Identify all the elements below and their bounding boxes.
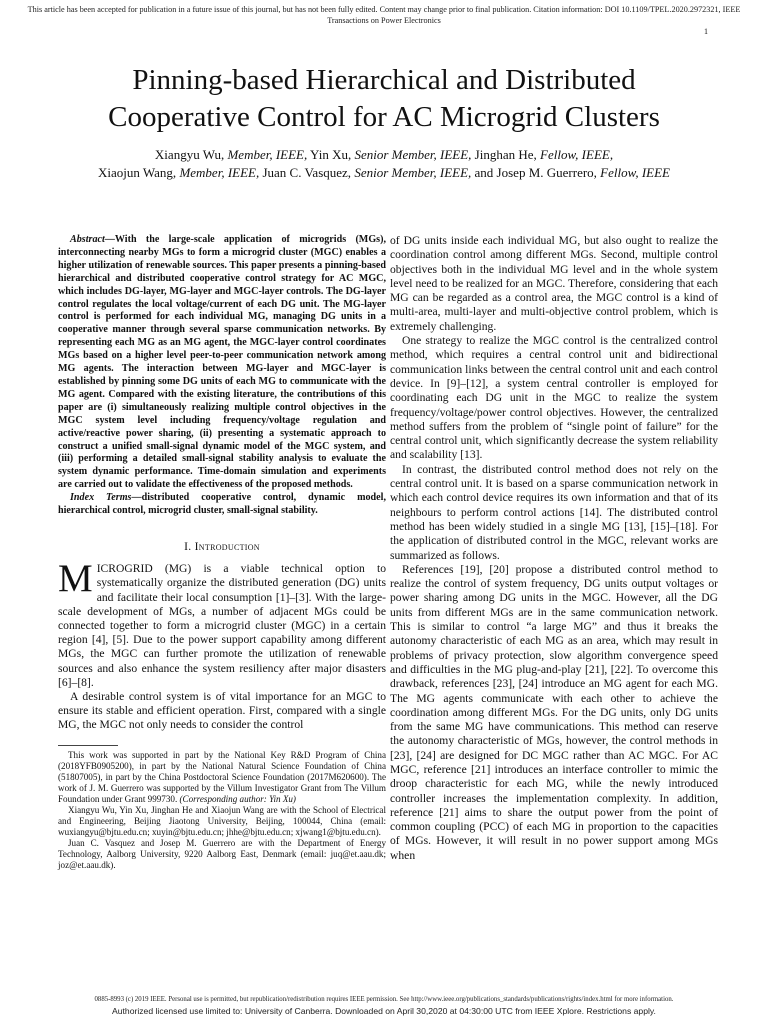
author-name: Jinghan He,: [474, 147, 537, 162]
author-line-2: [30, 164, 738, 182]
title-line-2: Cooperative Control for AC Microgrid Clusters: [108, 101, 660, 133]
footnote-divider: [58, 745, 118, 746]
header-citation-line: This article has been accepted for publication in a future issue of this journal, but has not been fully edited. Content may change prior to final publication. Citation information: DOI 10.1109/TPEL.2020.2972321, IEEE: [27, 5, 741, 14]
abstract-lead: Abstract: [70, 234, 105, 245]
index-terms-text: —distributed cooperative control, dynamic model, hierarchical control, microgrid cluster, small-signal stability.: [58, 492, 386, 517]
copyright-footer: 0885-8993 (c) 2019 IEEE. Personal use is permitted, but republication/redistribution requires IEEE permission. See http://www.ieee.org/publications_standards/publications/rights/index.html for more information.: [94, 996, 674, 1003]
license-footer: Authorized licensed use limited to: University of Canberra. Downloaded on April 30,2020 at 04:30:00 UTC from IEEE Xplore. Restrictions apply.: [112, 1006, 656, 1016]
author-role: Senior Member, IEEE,: [354, 165, 472, 180]
footnote-funding: [58, 750, 386, 805]
title-line-1: Pinning-based Hierarchical and Distributed: [132, 64, 636, 96]
index-terms-lead: Index Terms: [70, 492, 132, 504]
author-role: Fellow, IEEE,: [540, 147, 614, 162]
author-name: Xiangyu Wu,: [154, 147, 225, 162]
corresponding-author: (Corresponding author: Yin Xu): [179, 793, 296, 804]
author-line-1: [30, 146, 738, 164]
journal-header: [20, 4, 748, 26]
footnote-funding-text: This work was supported in part by the National Key R&D Program of China (2018YFB0905200), in part by the National Natural Science Foundation of China (51807005), in part by the China Postdoctoral Science Foundation (2017M620600). The work of J. M. Guerrero was supported by the Villum Investigator Grant from The Villum Foundation under Grant 999730.: [58, 749, 386, 804]
footnotes: [58, 750, 386, 871]
author-role: Fellow, IEEE: [600, 165, 670, 180]
intro-paragraph-1-text: ICROGRID (MG) is a viable technical option to systematically organize the distributed generation (DG) units and facilitate their local consumption [1]–[3]. With the large-scale development of MGs, a number of adjacent MGs could be connected together to form a microgrid cluster (MGC) in a certain region [4], [5]. Due to the power support capability among different MGs, the MGC can further promote the utilization of renewable sources and also enhance the system resiliency after major disasters [6]–[8].: [58, 562, 386, 689]
body-paragraph-references: References [19], [20] propose a distributed control method to realize the control of system frequency, DG units output voltages or power sharing among DG units in the MGC. However, all the DG units from different MGs are in the same communication network. This is similar to control “a large MG” and thus it breaks the autonomy characteristic of each MG as an area, which may result in problems of privacy protection, slow algorithm convergence speed and difficulties in the MG plug-and-play [21], [22]. To overcome this drawback, references [23], [24] introduce an MG agent for each MG. The MG agents communicate with each other to achieve the coordination among different MGs. For the DG units, only DG units from the same MG have communications. This method can reserve the autonomy characteristic of MGs, however, the control methods in [23], [24] are designed for DC MGC rather than AC MGC. For AC MGC, reference [21] introduces an interface controller to mimic the droop characteristic for each MG, while the newly introduced controller increases the implementation complexity. In addition, reference [21] aims to share the output power from the point of common coupling (PCC) of each MG in proportion to the capacities of MGs. However, it will result in no power support among MGs when: [390, 562, 718, 862]
abstract-text: —With the large-scale application of microgrids (MGs), interconnecting nearby MGs to form a microgrid cluster (MGC) enables a higher utilization of renewable sources. This paper presents a pinning-based hierarchical and distributed cooperative control strategy for AC MGC, which includes DG-layer, MG-layer and MGC-layer controls. The DG-layer control regulates the local voltage/current of each DG unit. The MG-layer control is performed for each individual MG, managing DG units in a cooperative manner through several sparse communication networks. By representing each MG as an MG agent, the MGC-layer control coordinates MGs based on a higher level peer-to-peer communication network among MG agents. The interaction between MG-layer and MGC-layer is established by pinning some DG units of each MG to communicate with the MG agent. Compared with the existing literature, the contributions of this paper are (i) simultaneously realizing multiple control objectives in the MGC system level including frequency/voltage regulation and active/reactive power sharing, (ii) presenting a systematic approach to construct a unified small-signal dynamic model of the MGC system, and (iii) performing a detailed small-signal stability analysis to evaluate the system dynamic performance. Time-domain simulation and experiments are carried out to validate the effectiveness of the proposed methods.: [58, 234, 386, 491]
body-paragraph-continued: of DG units inside each individual MG, but also ought to realize the coordination control among different MGs. Second, multiple control objectives both in the individual MG level and in the whole system level need to be realized for an MGC. Therefore, considering that each MG can be regarded as a control area, the MGC control is a kind of multi-area, multi-layer and multi-objective control problem, which is extremely challenging.: [390, 234, 718, 333]
abstract: [58, 234, 386, 492]
author-role: Member, IEEE,: [179, 165, 260, 180]
paper-title: [30, 62, 738, 136]
author-name: and Josep M. Guerrero,: [474, 165, 597, 180]
body-paragraph-centralized: One strategy to realize the MGC control is the centralized control method, which requires a central control unit and bidirectional communication links between the central control unit and each control device. In [9]–[12], a system central controller is employed for coordinating each DG unit in the MGC to realize the system frequency/voltage/power control objectives. However, the centralized method suffers from the problem of “single point of failure” for the central control unit, which significantly decrease the system reliability and scalability [13].: [390, 334, 718, 462]
drop-cap: M: [58, 557, 93, 601]
body-paragraph-distributed: In contrast, the distributed control method does not rely on the central control unit. It is based on a sparse communication network in which each control device requires its own information and that of its neighbours to perform control actions [14]. The distributed control method has been widely studied in a single MG [13], [15]–[18]. For the application of distributed control in the MGC, relevant works are summarized as follows.: [390, 462, 718, 562]
footnote-affiliation-2: Juan C. Vasquez and Josep M. Guerrero are with the Department of Energy Technology, Aalborg University, 9220 Aalborg East, Denmark (email: juq@et.aau.dk; joz@et.aau.dk).: [58, 837, 386, 870]
footnote-affiliation-1: Xiangyu Wu, Yin Xu, Jinghan He and Xiaojun Wang are with the School of Electrical and Engineering, Beijing Jiaotong University, Beijing, 100044, China (email: wuxiangyu@bjtu.edu.cn; xuyin@bjtu.edu.cn; jhhe@bjtu.edu.cn; xjwang1@bjtu.edu.cn).: [58, 804, 386, 837]
author-role: Member, IEEE,: [227, 147, 308, 162]
author-name: Yin Xu,: [310, 147, 352, 162]
author-list: [30, 146, 738, 182]
author-name: Xiaojun Wang,: [98, 165, 177, 180]
right-column: [390, 234, 718, 863]
section-heading-introduction: I. Introduction: [184, 539, 260, 553]
intro-paragraph-1: [58, 557, 386, 690]
intro-paragraph-2: A desirable control system is of vital importance for an MGC to ensure its stable and efficient operation. First, compared with a single MG, the MGC not only needs to consider the control: [58, 689, 386, 732]
left-column: [58, 234, 386, 871]
author-role: Senior Member, IEEE,: [354, 147, 472, 162]
page-number: 1: [704, 27, 708, 36]
header-journal-line: Transactions on Power Electronics: [327, 16, 441, 25]
index-terms: [58, 492, 386, 518]
author-name: Juan C. Vasquez,: [262, 165, 352, 180]
